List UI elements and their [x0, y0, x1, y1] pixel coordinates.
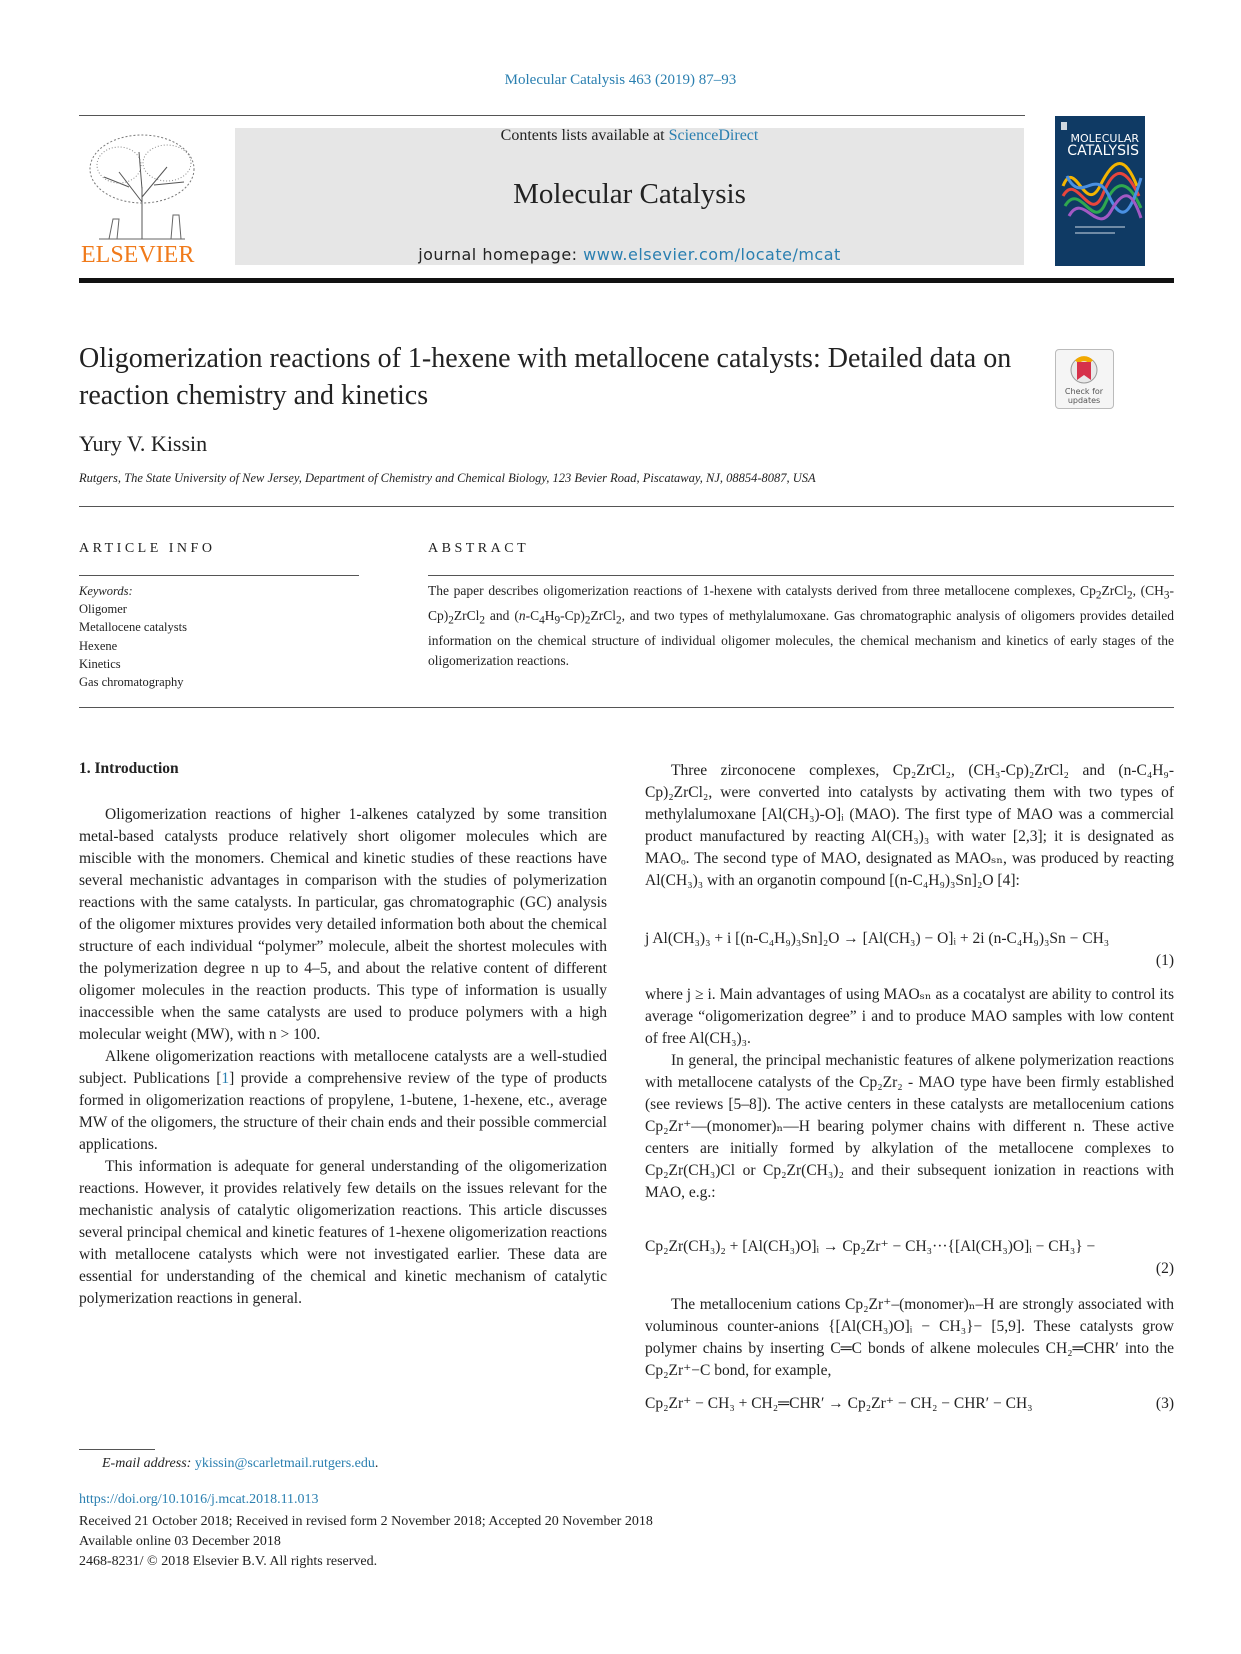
article-info-heading: ARTICLE INFO	[79, 541, 216, 556]
reference-link[interactable]: 1	[221, 1070, 230, 1087]
paragraph: In general, the principal mechanistic features of alkene polymerization reactions with metallocene catalysts of the Cp₂Zr₂ - MAO type have been firmly established (see reviews [5–8]). The active centers in these catalysts are metallocenium cations Cp₂Zr⁺—(monomer)ₙ—H bearing polymer chains with different n. These active centers are initially formed by alkylation of the metallocene complexes to Cp₂Zr(CH₃)Cl or Cp₂Zr(CH₃)₂ and their subsequent ionization in reactions with MAO, e.g.:	[645, 1052, 1174, 1201]
publication-dates	[79, 1512, 653, 1572]
article-title: Oligomerization reactions of 1-hexene with metallocene catalysts: Detailed data on reaction chemistry and kinetics	[79, 343, 1012, 411]
elsevier-wordmark: ELSEVIER	[81, 242, 195, 267]
cover-title-line2: CATALYSIS	[1067, 143, 1139, 159]
check-updates-line2: updates	[1067, 396, 1101, 405]
copyright: 2468-8231/ © 2018 Elsevier B.V. All rights reserved.	[79, 1554, 378, 1569]
top-rule	[79, 115, 1025, 116]
journal-reference[interactable]: Molecular Catalysis 463 (2019) 87–93	[504, 72, 737, 88]
received-dates: Received 21 October 2018; Received in revised form 2 November 2018; Accepted 20 November 2018	[79, 1514, 653, 1529]
equation-text: j Al(CH₃)₃ + i [(n-C₄H₉)₃Sn]₂O → [Al(CH₃) − O]ᵢ + 2i (n-C₄H₉)₃Sn − CH₃	[645, 930, 1110, 947]
check-updates-icon	[1056, 350, 1113, 408]
abstract-heading: ABSTRACT	[428, 541, 530, 556]
equation-number: (2)	[1155, 1260, 1174, 1277]
homepage-link[interactable]: www.elsevier.com/locate/mcat	[583, 245, 841, 264]
paragraph: where j ≥ i. Main advantages of using MAOₛₙ as a cocatalyst are ability to control its average “oligomerization degree” i and to produce MAO samples with low content of free Al(CH₃)₃.	[645, 986, 1174, 1047]
contents-prefix: Contents lists available at	[500, 127, 669, 144]
homepage-line	[235, 245, 1024, 264]
online-date: Available online 03 December 2018	[79, 1534, 281, 1549]
sciencedirect-link[interactable]: ScienceDirect	[668, 127, 759, 144]
equation-text: Cp₂Zr(CH₃)₂ + [Al(CH₃)O]ᵢ → Cp₂Zr⁺ − CH₃···{[Al(CH₃)O]ᵢ − CH₃} −	[645, 1238, 1096, 1255]
paragraph: Oligomerization reactions of higher 1-alkenes catalyzed by some transition metal-based catalysts produce relatively short oligomer molecules which are miscible with the monomers. Chemical and kinetic studies of these reactions have several mechanistic advantages in comparison with the studies of polymerization reactions with the same catalysts. In particular, gas chromatographic (GC) analysis of the oligomer mixtures provides very detailed information both about the chemical structure of each individual “polymer” molecule, albeit the shortest molecules with the polymerization degree n up to 4–5, and about the relative content of different oligomer molecules in the reaction products. This type of information is usually inaccessible when the same catalysts are used to produce polymers with a high molecular weight (MW), with n > 100.	[79, 806, 607, 1043]
footnote-rule	[79, 1449, 155, 1450]
keyword-item: Oligomer	[79, 602, 127, 617]
keyword-item: Hexene	[79, 638, 118, 653]
contents-line	[235, 127, 1024, 145]
check-for-updates-badge[interactable]	[1055, 349, 1114, 409]
keywords-label: Keywords:	[79, 584, 133, 598]
doi-link[interactable]: https://doi.org/10.1016/j.mcat.2018.11.013	[79, 1492, 319, 1507]
divider-rule	[79, 707, 1174, 708]
email-footnote: E-mail address: ykissin@scarletmail.rutgers.edu.	[102, 1456, 379, 1471]
equation-3	[645, 1393, 1174, 1415]
equation-text: Cp₂Zr⁺ − CH₃ + CH₂═CHR′ → Cp₂Zr⁺ − CH₂ − CHR′ − CH₃	[645, 1395, 1033, 1412]
left-column	[79, 804, 607, 1310]
keywords-block	[79, 582, 359, 691]
equation-number: (3)	[1155, 1395, 1174, 1412]
keyword-item: Gas chromatography	[79, 675, 184, 690]
abstract-rule	[428, 575, 1174, 576]
tree-icon	[79, 127, 205, 267]
journal-title: Molecular Catalysis	[513, 178, 746, 210]
author-affiliation: Rutgers, The State University of New Jersey, Department of Chemistry and Chemical Biology, 123 Bevier Road, Piscataway, NJ, 08854-8087, USA	[79, 471, 816, 485]
homepage-prefix: journal homepage:	[418, 245, 584, 264]
equation-1	[645, 928, 1174, 969]
header-thick-rule	[79, 278, 1174, 283]
paragraph: Alkene oligomerization reactions with metallocene catalysts are a well-studied subject. Publications [1] provide a comprehensive review of the type of products formed in oligomerization reactions of propylene, 1-butene, 1-hexene, etc., average MW of the oligomers, the structure of their chain ends and their possible commercial applications.	[79, 1048, 607, 1153]
cover-title	[1055, 132, 1145, 158]
email-label: E-mail address:	[102, 1456, 192, 1471]
abstract-text: The paper describes oligomerization reactions of 1-hexene with catalysts derived from three metallocene complexes, $Cp_2ZrCl_2$, $(CH_3-Cp)_2ZrCl_2$ and $(n-C_4H_9-Cp)_2ZrCl_2$, and two types of methylalumoxane. Gas chromatographic analysis of oligomers provides detailed information on the chemical structure of individual oligomer molecules, the chemical mechanism and kinetics of early stages of the oligomerization reactions.	[428, 583, 1175, 668]
equation-2	[645, 1236, 1174, 1277]
author-name: Yury V. Kissin	[79, 431, 208, 456]
paragraph: The metallocenium cations Cp₂Zr⁺–(monomer)ₙ–H are strongly associated with voluminous counter-anions {[Al(CH₃)O]ᵢ − CH₃}− [5,9]. These catalysts grow polymer chains by inserting C═C bonds of alkene molecules CH₂═CHR′ into the Cp₂Zr⁺−C bond, for example,	[645, 1296, 1174, 1379]
keyword-item: Kinetics	[79, 656, 121, 671]
article-info-rule	[79, 575, 359, 576]
email-link[interactable]: ykissin@scarletmail.rutgers.edu	[194, 1456, 375, 1471]
cover-title-line1: MOLECULAR	[1070, 132, 1139, 145]
paragraph: Three zirconocene complexes, Cp₂ZrCl₂, (CH₃-Cp)₂ZrCl₂ and (n-C₄H₉-Cp)₂ZrCl₂, were converted into catalysts by activating them with two types of methylalumoxane [Al(CH₃)-O]ᵢ (MAO). The first type of MAO was a commercial product manufactured by reacting Al(CH₃)₃ with water [2,3]; it is designated as MAOₒ. The second type of MAO, designated as MAOₛₙ, was produced by reacting Al(CH₃)₃ with an organotin compound [(n-C₄H₉)₃Sn]₂O [4]:	[645, 762, 1174, 889]
elsevier-logo	[79, 127, 205, 267]
keyword-item: Metallocene catalysts	[79, 620, 187, 635]
check-updates-line1: Check for	[1064, 387, 1104, 396]
equation-number: (1)	[1155, 952, 1174, 969]
section-heading: 1. Introduction	[79, 760, 179, 777]
divider-rule	[79, 506, 1174, 507]
paragraph: This information is adequate for general understanding of the oligomerization reactions. However, it provides relatively few details on the issues relevant for the mechanistic analysis of catalytic oligomerization reactions. This article discusses several principal chemical and kinetic features of 1-hexene oligomerization reactions with metallocene catalysts which were not investigated earlier. These data are essential for understanding of the chemical and kinetic mechanism of catalytic polymerization reactions in general.	[79, 1158, 607, 1307]
right-column-text	[645, 984, 1174, 1204]
